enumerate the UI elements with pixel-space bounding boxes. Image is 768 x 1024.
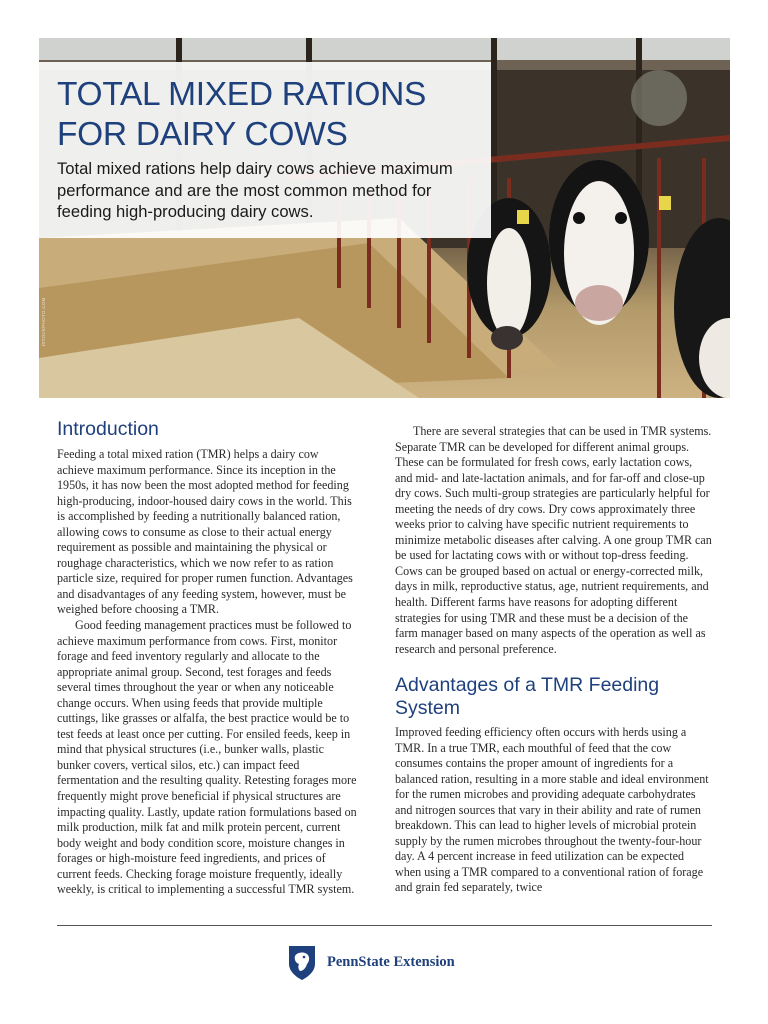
advantages-paragraph: Improved feeding efficiency often occurs with herds using a TMR. In a true TMR, each mouthful of feed that the cow consumes contains the proper amount of ingredients for a balanced ration, resulting in a more stable and ideal environment for the rumen microbes and providing adequate carbohydrates and nitrogen sources that vary in their ability and rate of rumen breakdown. This can lead to higher levels of microbial protein supply by the rumen microbes throughout the twenty-four-hour day. A 4 percent increase in feed utilization can be expected when using a TMR compared to a conventional ration of forage and grain fed separately, twice [395,725,709,895]
advantages-body [395,725,712,896]
strategies-paragraph: There are several strategies that can be used in TMR systems. Separate TMR can be developed for different animal groups. These can be formulated for fresh cows, early lactation cows, and mid- and late-lactation animals, and for far-off and close-up dry cows. Such multi-group strategies are particularly helpful for meeting the needs of dry cows. Dry cows approximately three weeks prior to calving have specific nutrient requirements to minimize metabolic diseases after calving. A one group TMR can be used for lactating cows with or without top-dress feeding. Cows can be grouped based on actual or energy-corrected milk, days in milk, reproductive status, age, nutrient requirements, and health. Different farms have reasons for adopting different strategies for using TMR and these must be a decision of the farm manager based on many aspects of the operation as well as research and personal preference. [395,424,712,656]
nittany-lion-shield-icon [287,944,317,982]
pennstate-extension-logo[interactable] [287,944,487,984]
page-title: TOTAL MIXED RATIONS FOR DAIRY COWS [57,76,427,153]
advantages-heading: Advantages of a TMR Feeding System [395,674,660,719]
introduction-body [57,447,358,898]
brand-name: PennState Extension [327,954,455,970]
photo-credit: iSTOCKPHOTO.COM [41,297,46,346]
introduction-heading: Introduction [57,418,159,440]
intro-paragraph-2: Good feeding management practices must be followed to achieve maximum performance from cows. First, monitor forage and feed inventory regularly and allocate to the appropriate animal group. Second, test forages and feeds several times throughout the year or when any noticeable change occurs. When using feeds that provide multiple cuttings, like grasses or alfalfa, the best practice would be to test feeds at least once per cutting. For ensiled feeds, keep in mind that physical structures (i.e., bunker walls, plastic bunker covers, vertical silos, etc.) can impact feed fermentation and the resulting quality. Retesting forages more frequently might prove beneficial if physical structures are impacting quality. Lastly, update ration formulations based on milk production, milk fat and milk protein percent, current body weight and body condition score, moisture changes in forages or high-moisture feed ingredients, and prices of current feeds. Checking forage moisture frequently, ideally weekly, is critical to implementing a successful TMR system. [57,618,357,897]
lede-text: Total mixed rations help dairy cows achieve maximum performance and are the most common method for feeding high-producing dairy cows. [57,159,453,221]
strategies-body [395,424,712,657]
intro-paragraph-1: Feeding a total mixed ration (TMR) helps a dairy cow achieve maximum performance. Since its inception in the 1950s, it has now been the most adopted method for feeding high-producing, indoor-housed dairy cows in the world. This is accomplished by feeding a nutritionally balanced ration, allowing cows to consume as close to their actual energy requirement as possible and maintaining the physical or roughage characteristics, which we now refer to as ration particle size, required for proper rumen function. Advantages and disadvantages of any feeding system, however, must be weighed before choosing a TMR. [57,447,353,617]
footer-rule [57,925,712,926]
